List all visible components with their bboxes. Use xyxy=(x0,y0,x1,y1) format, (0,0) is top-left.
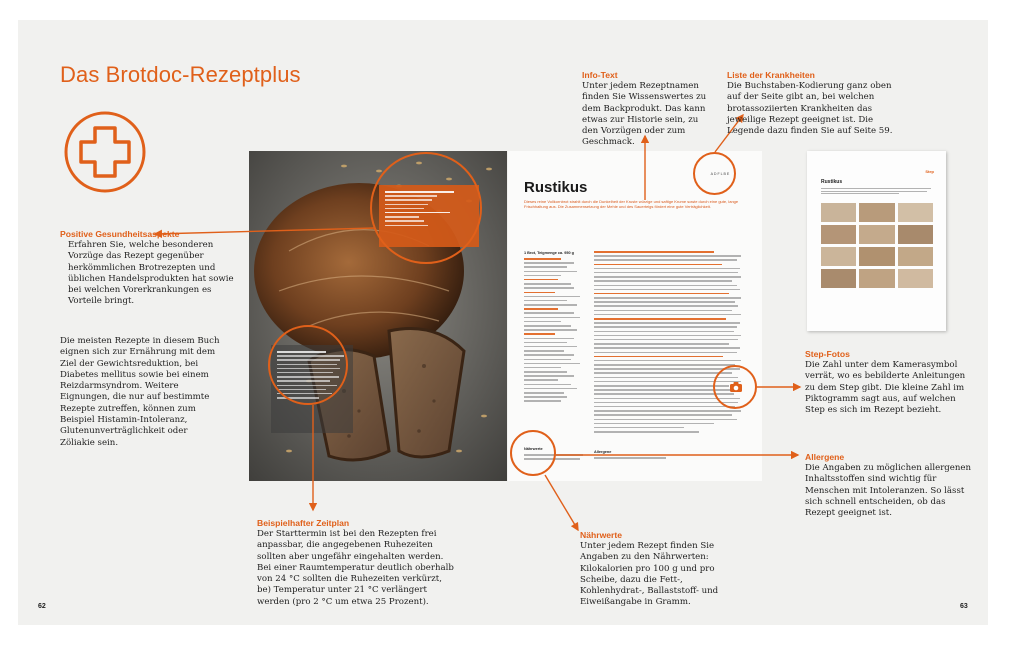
disease-code: A D F L B E xyxy=(710,172,730,176)
recipe-title: Rustikus xyxy=(524,179,588,196)
page-number-right: 63 xyxy=(960,603,968,610)
page-title: Das Brotdoc-Rezeptplus xyxy=(60,62,301,87)
annotation-allergene: Allergene Die Angaben zu möglichen allergenen Inhaltsstoffen sind wichtig für Menschen mit Intoleranzen. So lässt sich schnell entscheiden, ob das Rezept geeignet ist. xyxy=(805,452,972,519)
allergen-heading: Allergene xyxy=(594,450,612,454)
annotation-krankheiten: Liste der Krankheiten Die Buchstaben-Kodierung ganz oben auf der Seite gibt an, bei welchen brotassoziierten Krankheiten das jeweilige Rezept geeignet ist. Die Legende dazu finden Sie auf Seite 59. xyxy=(727,70,893,137)
annotation-eignung: Die meisten Rezepte in diesem Buch eignen sich zur Ernährung mit dem Ziel der Gewichtsreduktion, bei Diabetes mellitus sowie bei einem Reizdarmsyndrom. Weitere Eignungen, die nur auf bestimmte Rezepte zutreffen, können zum Beispiel Histamin-Intoleranz, Glutenunverträglichkeit oder Zöliakie sein. xyxy=(60,336,220,448)
annotation-naehrwerte: Nährwerte Unter jedem Rezept finden Sie Angaben zu den Nährwerten: Kilokalorien pro 100 g und pro Scheibe, dazu die Fett-, Kohlenhydrat-, Ballaststoff- und Eiweißangabe in Gramm. xyxy=(580,530,719,608)
step-photo-page: Rustikus Step xyxy=(807,151,946,331)
ingredients-column: 1 Brot, Teigmenge ca. 950 g xyxy=(524,251,586,405)
annotation-gesundheit: Positive Gesundheitsaspekte Erfahren Sie, welche besonderen Vorzüge das Rezept gegenüber herkömmlichen Brotrezepten und üblichen Handelsprodukten hat sowie bei welchen Vorerkrankungen es Vorteile bringt. xyxy=(60,229,234,307)
annotation-step-fotos: Step-Fotos Die Zahl unter dem Kamerasymbol verrät, wo es bebilderte Anleitungen zu dem Step gibt. Die kleine Zahl im Piktogramm sagt aus, auf welchen Step es sich im Rezept bezieht. xyxy=(805,349,966,416)
annotation-info-text: Info-Text Unter jedem Rezeptnamen finden Sie Wissenswertes zu dem Backprodukt. Das kann etwas zur Historie sein, zu den Vorzügen oder zum Geschmack. xyxy=(582,70,707,148)
page-number-left: 62 xyxy=(38,603,46,610)
nutrition-heading: Nährwerte xyxy=(524,447,543,451)
recipe-intro: Dieses reine Vollkornbrot strahlt durch die Dunkelheit der Kruste würzige und saftige Krume sowie durch eine gute, lange Frischhaltung aus. Die Zusammensetzung der Mehle und des Sauerteigs fördert eine gute Verträglichkeit. xyxy=(524,199,739,210)
annotation-zeitplan: Beispielhafter Zeitplan Der Starttermin ist bei den Rezepten frei anpassbar, die angegebenen Ruhezeiten sollten aber ungefähr eingehalten werden. Bei einer Raumtemperatur deutlich oberhalb von 24 °C sollten die Ruhezeiten verkürzt, be) Temperatur unter 21 °C verlängert werden (pro 2 °C um etwa 25 Prozent). xyxy=(257,518,454,607)
